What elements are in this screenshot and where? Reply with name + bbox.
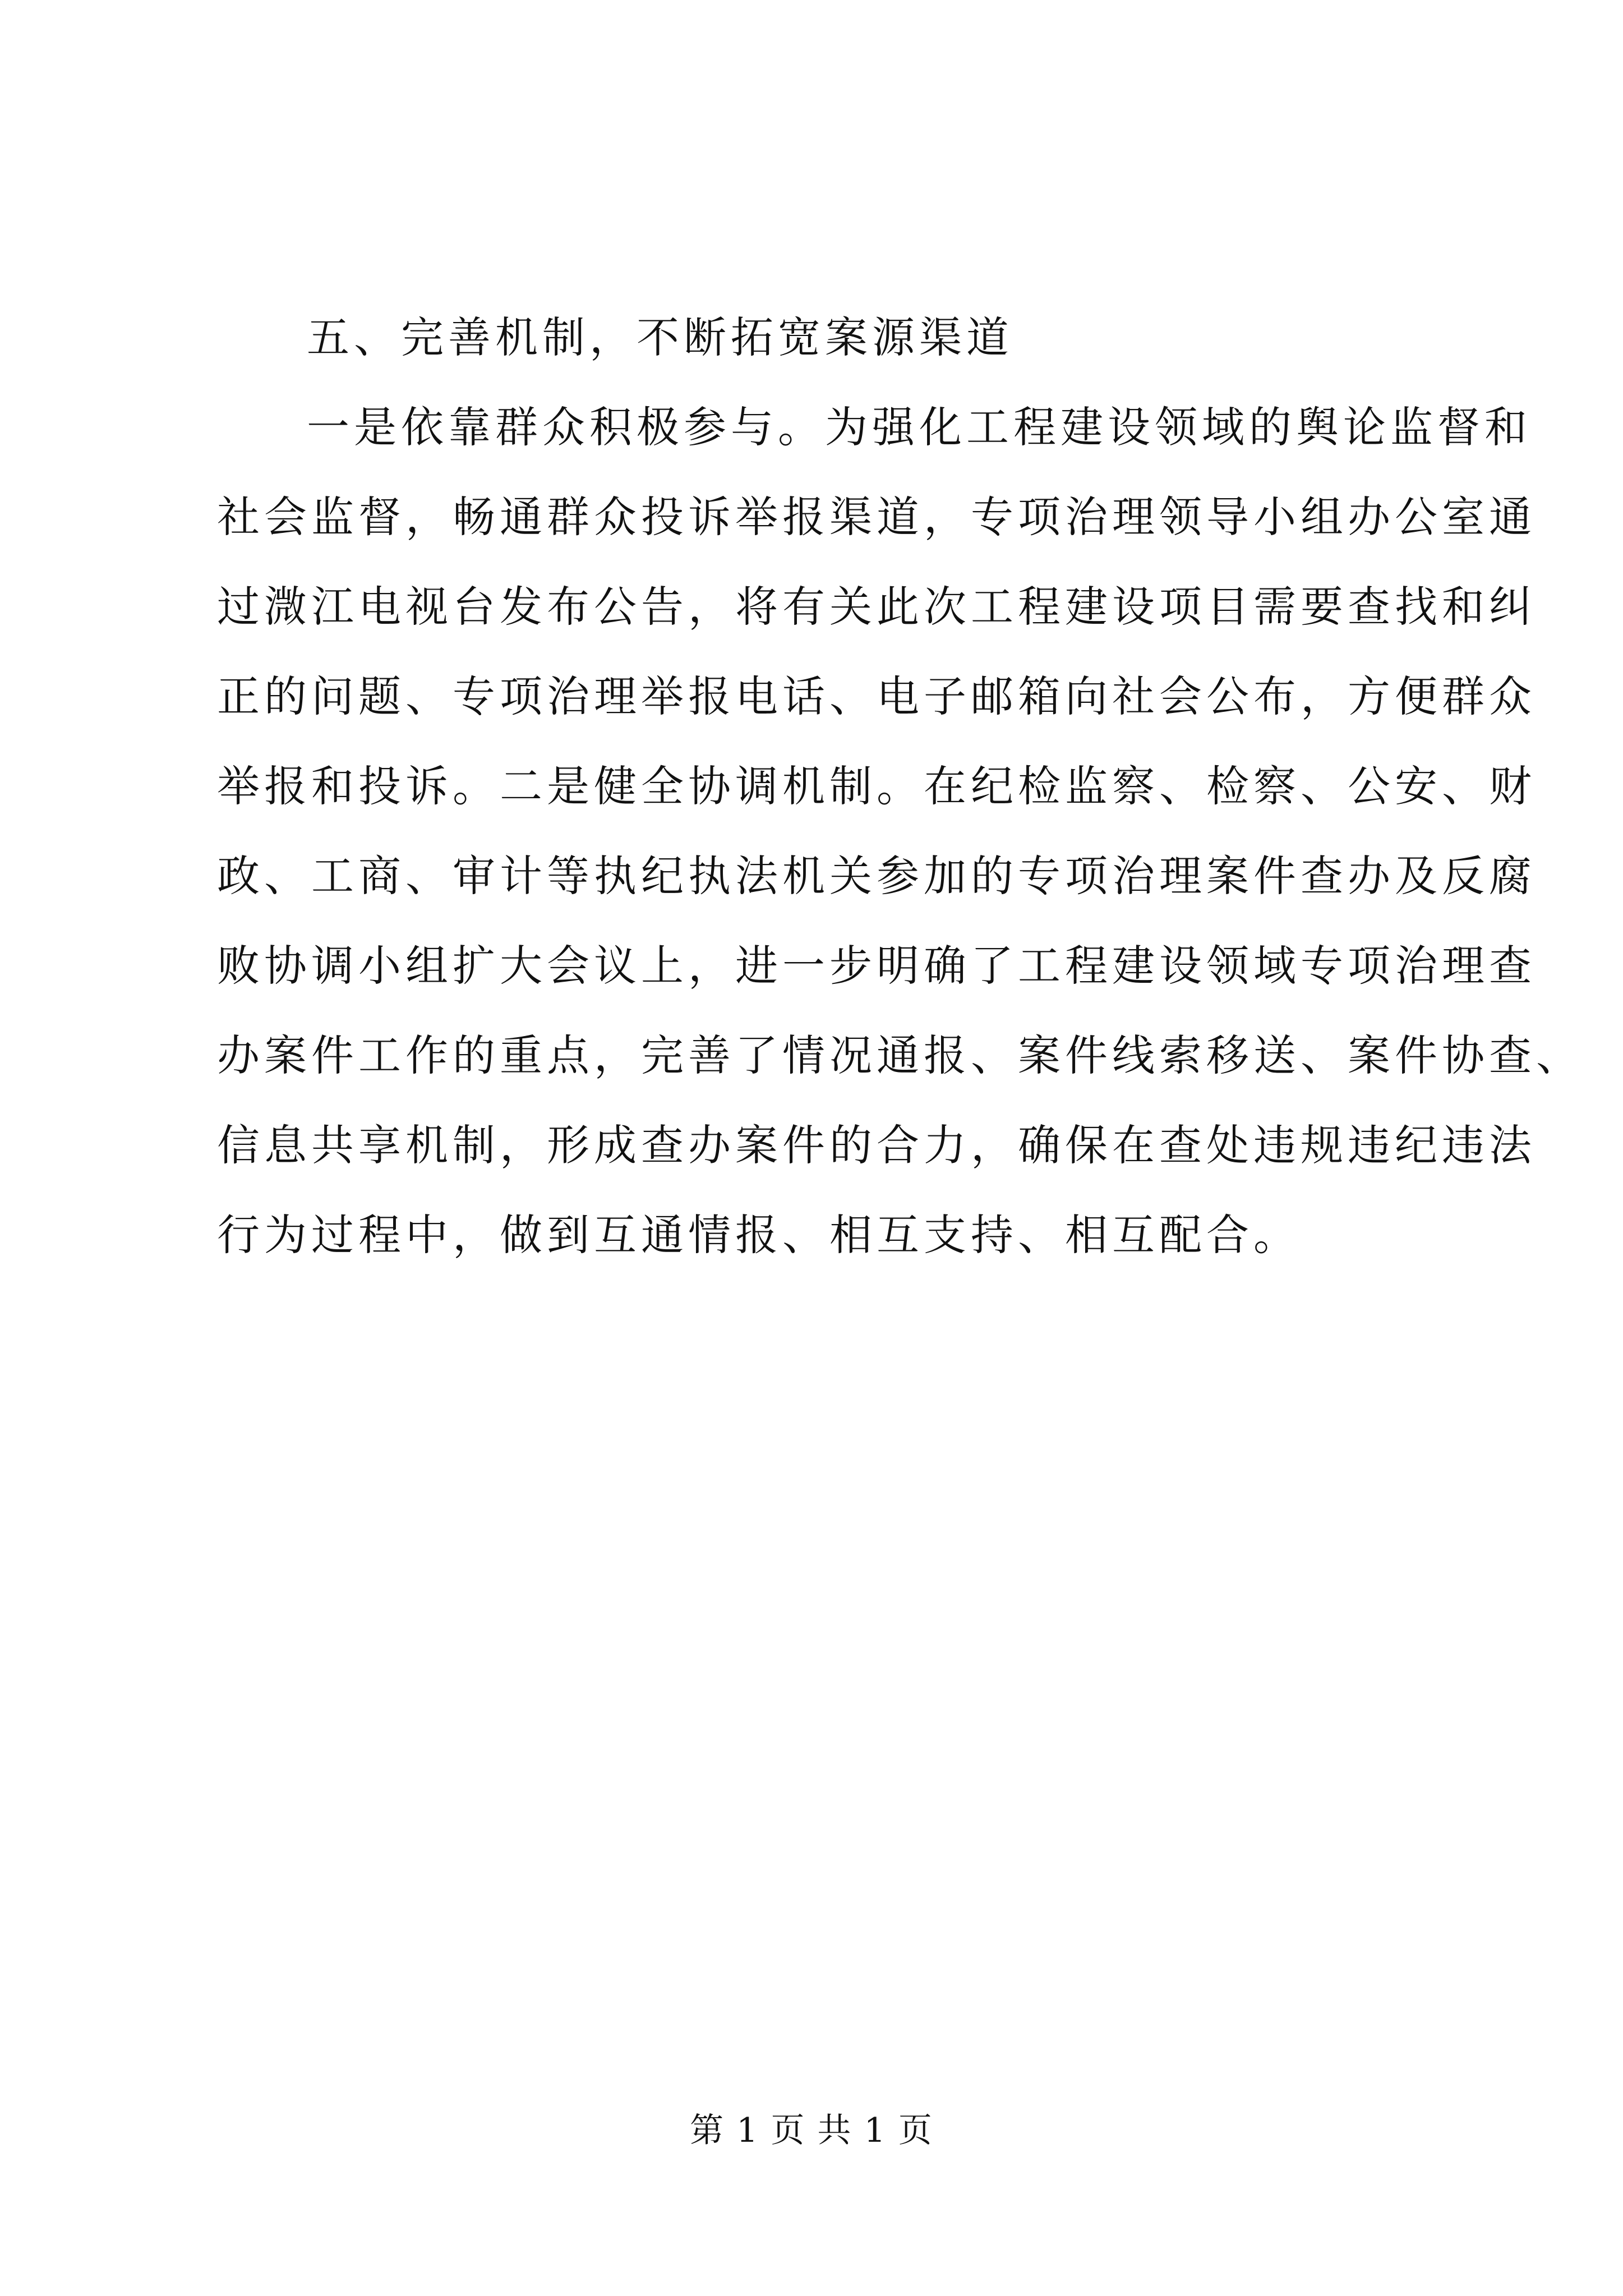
paragraph-line: 一是依靠群众积极参与。为强化工程建设领域的舆论监督和 [307,402,1532,452]
paragraph-line: 败协调小组扩大会议上，进一步明确了工程建设领域专项治理查 [217,941,1536,991]
paragraph-line: 行为过程中，做到互通情报、相互支持、相互配合。 [217,1210,1301,1260]
paragraph-line: 举报和投诉。二是健全协调机制。在纪检监察、检察、公安、财 [217,761,1536,811]
paragraph-line: 社会监督，畅通群众投诉举报渠道，专项治理领导小组办公室通 [217,492,1536,542]
document-body [217,293,1583,1280]
paragraph-line: 过溦江电视台发布公告，将有关此次工程建设项目需要查找和纠 [217,582,1536,632]
paragraph-line: 政、工商、审计等执纪执法机关参加的专项治理案件查办及反腐 [217,851,1536,901]
paragraph-line: 正的问题、专项治理举报电话、电子邮箱向社会公布，方便群众 [217,671,1536,721]
section-heading: 五、完善机制，不断拓宽案源渠道 [307,312,1013,362]
paragraph-line: 信息共享机制，形成查办案件的合力，确保在查处违规违纪违法 [217,1120,1536,1170]
page-footer: 第 1 页 共 1 页 [690,2111,933,2150]
paragraph-line: 办案件工作的重点，完善了情况通报、案件线索移送、案件协查、 [217,1030,1583,1080]
